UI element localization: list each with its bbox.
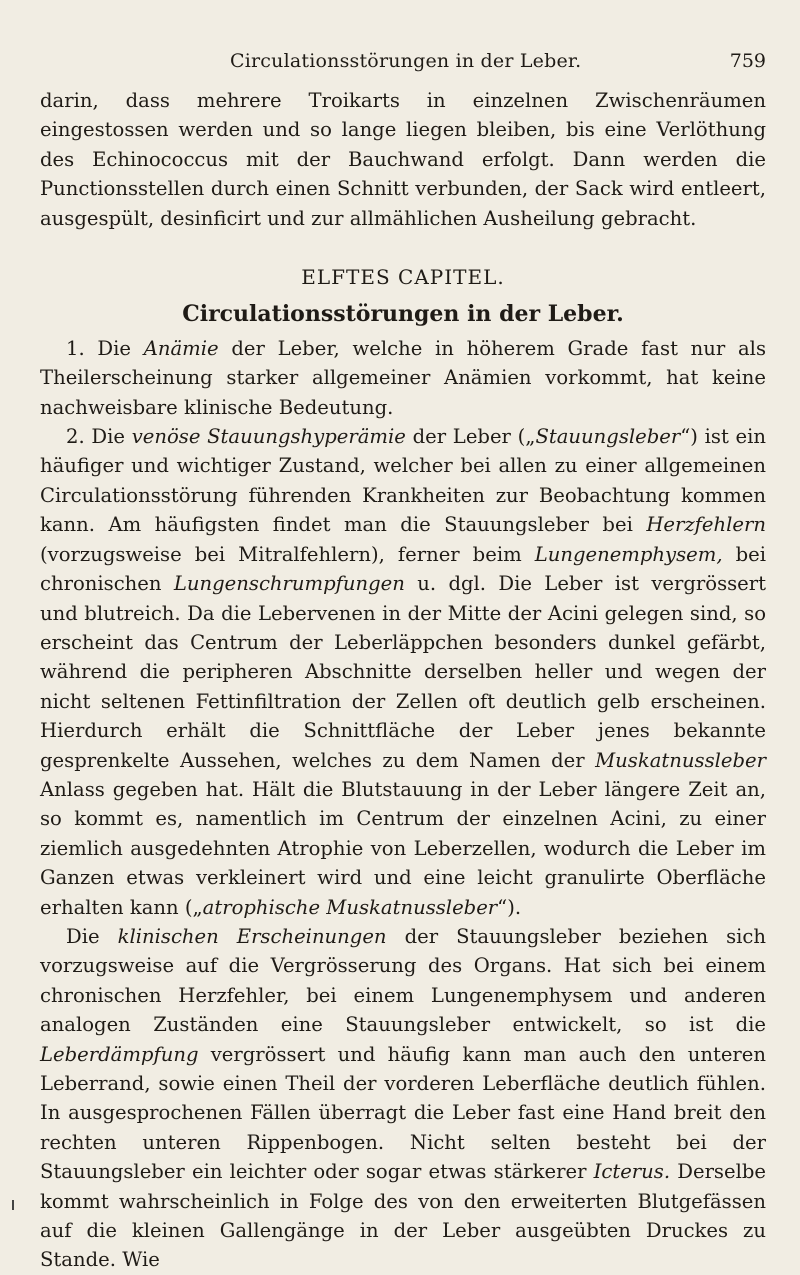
running-header (40, 50, 766, 80)
text-run: vergrössert und häufig kann man auch den unteren Leberrand, sowie einen Theil der vorderen Leberfläche deutlich fühlen. In ausgesprochenen Fällen überragt die Leber fast eine Hand breit den rechten unteren Rippenbogen. Nicht selten besteht bei der Stauungsleber ein leichter oder sogar etwas stärkerer (40, 1042, 766, 1184)
emphasis-term: venöse Stauungshyperämie (131, 425, 406, 449)
text-run: bei chronischen (40, 542, 767, 596)
text-run: “). (497, 895, 522, 919)
text-run: 2. Die (66, 425, 132, 449)
page-number: 759 (729, 50, 766, 72)
chapter-heading: Circulationsstörungen in der Leber. (182, 301, 624, 328)
body-text (40, 86, 766, 1275)
text-run: der Leber („ (405, 425, 536, 449)
text-run: Anlass gegeben hat. Hält die Blutstauung in der Leber längere Zeit an, so kommt es, namentlich im Centrum der einzelnen Acini, zu einer ziemlich ausgedehnten Atrophie von Leberzellen, wodurch die Leber im Ganzen etwas verkleinert wird und eine leicht granulirte Oberfläche erhalten kann („ (40, 777, 766, 919)
emphasis-term: Lungenschrumpfungen (173, 572, 405, 596)
text-run: der Stauungsleber beziehen sich vorzugsweise auf die Vergrösserung des Organs. Hat sich bei einem chronischen Herzfehler, bei einem Lungenemphysem und anderen analogen Zuständen eine Stauungsleber entwickelt, so ist die (40, 924, 766, 1037)
chapter-title: ELFTES CAPITEL. (301, 265, 505, 290)
text-run: der Leber, welche in höherem Grade fast nur als Theilerscheinung starker allgemeiner Anämien vorkommt, hat keine nachweisbare klinische Bedeutung. (40, 336, 766, 419)
emphasis-term: Icterus. (593, 1160, 671, 1184)
emphasis-term: Leberdämpfung (40, 1042, 199, 1066)
paragraph-anaemia (40, 334, 766, 422)
emphasis-term: Stauungsleber (535, 425, 681, 449)
emphasis-term: Anämie (143, 336, 219, 360)
emphasis-term: Herzfehlern (646, 513, 766, 537)
emphasis-term: Muskatnussleber (595, 748, 766, 772)
text-run: 1. Die (66, 336, 144, 360)
paragraph-stauungshyperaemie (40, 422, 766, 922)
emphasis-term: klinischen Erscheinungen (117, 924, 387, 948)
emphasis-term: Lungenemphysem, (534, 542, 723, 566)
margin-mark (12, 1200, 14, 1210)
running-title: Circulationsstörungen in der Leber. (230, 50, 582, 72)
text-run: u. dgl. Die Leber ist vergrössert und blutreich. Da die Lebervenen in der Mitte der Acini gelegen sind, so erscheint das Centrum der Leberläppchen besonders dunkel gefärbt, während die peripheren Abschnitte derselben heller und wegen der nicht seltenen Fettinfiltration der Zellen oft deutlich gelb erscheinen. Hierdurch erhält die Schnittfläche der Leber jenes bekannte gesprenkelte Aussehen, welches zu dem Namen der (40, 572, 767, 772)
paragraph-continuation: darin, dass mehrere Troikarts in einzelnen Zwischenräumen eingestossen werden und so lange liegen bleiben, bis eine Verlöthung des Echinococcus mit der Bauchwand erfolgt. Dann werden die Punctionsstellen durch einen Schnitt verbunden, der Sack wird entleert, ausgespült, desinficirt und zur allmählichen Ausheilung gebracht. (40, 89, 766, 230)
text-run: “) ist ein häufiger und wichtiger Zustand, welcher bei allen zu einer allgemeinen Circulationsstörung führenden Krankheiten zur Beobachtung kommen kann. Am häufigsten findet man die Stauungsleber bei (40, 425, 767, 537)
text-run: (vorzugsweise bei Mitralfehlern), ferner beim (40, 542, 535, 566)
paragraph-clinical-signs (40, 922, 766, 1275)
text-run: Die (66, 924, 118, 948)
text-run: Derselbe kommt wahrscheinlich in Folge des von den erweiterten Blutgefässen auf die kleinen Gallengänge in der Leber ausgeübten Druckes zu Stande. Wie (40, 1160, 766, 1272)
emphasis-term: atrophische Muskatnussleber (202, 895, 498, 919)
